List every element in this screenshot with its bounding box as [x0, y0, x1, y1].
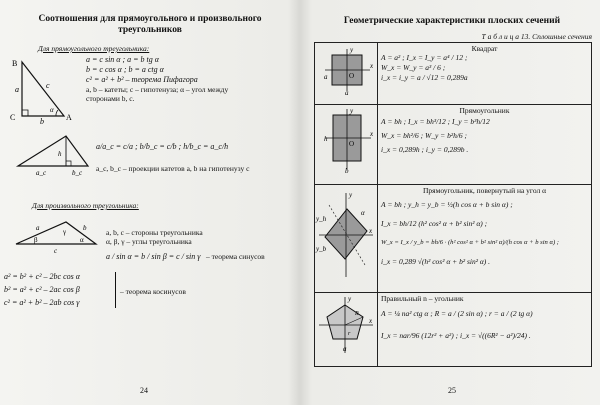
figure-cell: [315, 105, 378, 185]
formula-line: a² = b² + c² – 2bc cos α: [4, 272, 80, 281]
side-label-c: c: [54, 247, 58, 254]
table-row: [315, 43, 592, 105]
axis-label-x: x: [369, 227, 373, 235]
formula-line: I_x = nar/96 (12r² + a²) ; i_x = √((6R² − a²)/24) .: [381, 331, 531, 340]
law-of-sines-note: – теорема синусов: [206, 252, 265, 261]
formula-cell: [378, 293, 592, 367]
axis-label-x: x: [370, 62, 374, 70]
right-angle-mark: [22, 110, 28, 116]
centroid-label: O: [349, 140, 355, 148]
figure-cell: [315, 185, 378, 293]
rectangle-figure: [315, 105, 377, 179]
note-line: a, b, c – стороны треугольника: [106, 228, 203, 237]
vertex-label-b: B: [12, 59, 18, 68]
formula-cell: [378, 105, 592, 185]
table-row: [315, 185, 592, 293]
formula-line: b = c cos α ; b = a ctg α: [86, 65, 164, 74]
formula-line: b² = a² + c² – 2ac cos β: [4, 285, 80, 294]
side-label-b: b: [345, 167, 349, 175]
vertex-label-a: A: [66, 113, 72, 122]
arbitrary-triangle-notes: [106, 228, 296, 246]
right-angle-mark: [66, 161, 71, 166]
projection-label-bc: b_c: [72, 169, 83, 176]
axis-label-y: y: [349, 191, 353, 199]
axis-label-y: y: [348, 295, 352, 303]
rotated-rectangle-figure: [315, 185, 377, 287]
arbitrary-triangle-heading: Для произвольного треугольника:: [32, 201, 139, 210]
angle-label-gamma: γ: [63, 228, 67, 236]
side-label-a: a: [343, 345, 347, 353]
side-label-a: a: [36, 224, 40, 232]
side-label-h: h: [324, 135, 328, 143]
figure-cell: [315, 293, 378, 367]
altitude-label-h: h: [58, 150, 62, 158]
axis-label-y: y: [350, 46, 354, 54]
note-line: α, β, γ – углы треугольника: [106, 237, 192, 246]
section-name: Квадрат: [471, 44, 498, 53]
axis-label-y: y: [350, 107, 354, 115]
figure-cell: [315, 43, 378, 105]
arbitrary-triangle-figure: [10, 214, 102, 254]
legend-line: a, b – катеты; c – гипотенуза; α – угол между: [86, 85, 229, 94]
formula-line: i_x = i_y = a / √12 = 0,289a: [381, 73, 468, 82]
right-page: [302, 0, 600, 405]
side-label-a: a: [15, 85, 19, 94]
projections-note: a_c, b_c – проекции катетов a, b на гипотенузу c: [96, 164, 250, 173]
brace: [111, 272, 116, 308]
law-of-sines: a / sin α = b / sin β = c / sin γ: [106, 252, 201, 261]
formula-line: I_x = bh/12 (h² cos² α + b² sin² α) ;: [381, 219, 488, 228]
side-label-c: c: [46, 81, 50, 90]
angle-arc: [56, 110, 58, 116]
law-of-cosines-note: – теорема косинусов: [120, 287, 186, 296]
side-label-b: b: [40, 117, 44, 124]
angle-label-alpha: α: [80, 236, 84, 244]
axis-label-x: x: [370, 130, 374, 138]
formula-cell: [378, 43, 592, 105]
right-triangle-formulas: [86, 55, 296, 103]
radius-label-r-big: R: [355, 311, 359, 317]
side-label-a: a: [324, 73, 328, 81]
page-number: 24: [140, 386, 148, 395]
triangle-shape: [22, 62, 64, 116]
page-title: Геометрические характеристики плоских сечений: [343, 16, 561, 26]
left-page: [0, 0, 298, 405]
square-figure: [315, 43, 377, 99]
angle-label-beta: β: [34, 236, 38, 244]
formula-line: W_x = I_x / y_b = bh/6 · (h² cos² α + b² sin² α)/(h cos α + b sin α) ;: [381, 239, 559, 246]
law-of-cosines: [4, 270, 114, 309]
axis-label-x: x: [369, 317, 373, 325]
legend-line: сторонами b, c.: [86, 94, 135, 103]
formula-cell: [378, 185, 592, 293]
triangle-shape: [18, 136, 88, 166]
formula-line: W_x = bh²/6 ; W_y = b²h/6 ;: [381, 131, 468, 140]
radius-label-r-small: r: [348, 331, 351, 337]
formula-line: A = ¼ na² ctg α ; R = a / (2 sin α) ; r = a / (2 tg α): [381, 309, 533, 318]
formula-line: i_x = 0,289 √(h² cos² α + b² sin² α) .: [381, 257, 491, 266]
side-label-a: a: [345, 89, 349, 97]
page-title: Соотношения для прямоугольного и произвольного треугольников: [38, 14, 262, 35]
distance-label-yh: y_h: [316, 215, 327, 223]
side-label-b: b: [83, 224, 87, 232]
table-caption: Т а б л и ц а 13. Сплошные сечения: [481, 32, 592, 41]
formula-line: A = bh ; y_h = y_b = ½(h cos α + b sin α) ;: [381, 200, 513, 209]
formula-line: A = bh ; I_x = bh³/12 ; I_y = b³h/12: [381, 117, 490, 126]
page-number: 25: [448, 386, 456, 395]
sections-table: [314, 42, 592, 367]
table-row: [315, 105, 592, 185]
centroid-label: O: [349, 72, 355, 80]
polygon-figure: [315, 293, 377, 361]
proportions: a/a_c = c/a ; b/b_c = c/b ; h/b_c = a_c/h: [96, 142, 229, 151]
right-triangle-figure: [6, 54, 76, 124]
table-row: [315, 293, 592, 367]
formula-line: c² = a² + b² – 2ab cos γ: [4, 298, 80, 307]
projection-label-ac: a_c: [36, 169, 47, 176]
formula-line: A = a² ; I_x = I_y = a⁴ / 12 ;: [381, 53, 468, 62]
distance-label-yb: y_b: [316, 245, 327, 253]
formula-line: c² = a² + b² – теорема Пифагора: [86, 75, 198, 84]
angle-label-alpha: α: [361, 209, 365, 217]
section-name: Правильный n – угольник: [381, 294, 464, 303]
formula-line: W_x = W_y = a³ / 6 ;: [381, 63, 446, 72]
section-name: Прямоугольник: [459, 106, 510, 115]
altitude-triangle-figure: [14, 130, 92, 176]
section-name: Прямоугольник, повернутый на угол α: [422, 186, 547, 195]
formula-line: a = c sin α ; a = b tg α: [86, 55, 159, 64]
formula-line: i_x = 0,289h ; i_y = 0,289b .: [381, 145, 469, 154]
angle-label-alpha: α: [50, 106, 54, 114]
right-triangle-heading: Для прямоугольного треугольника:: [38, 44, 150, 53]
vertex-label-c: C: [10, 113, 16, 122]
